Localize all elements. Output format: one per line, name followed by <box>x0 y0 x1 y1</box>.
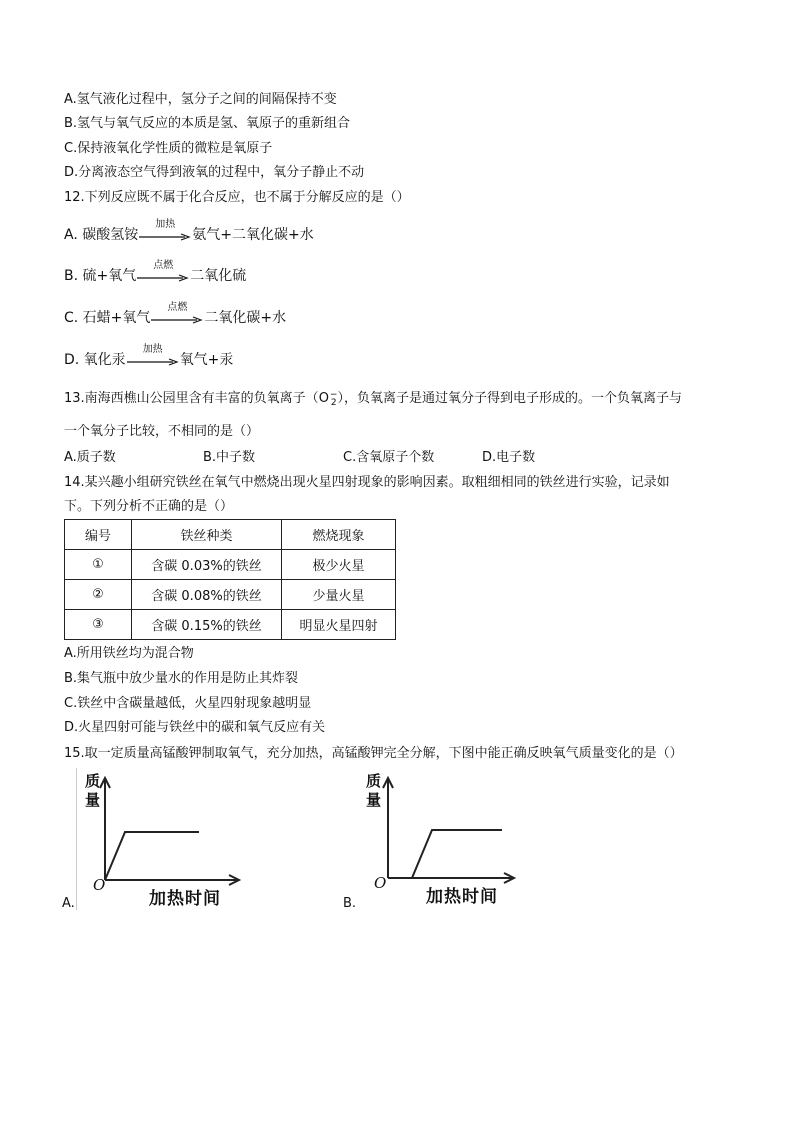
q13-choice-d: D.电子数 <box>482 450 536 465</box>
origin-label: O <box>93 876 106 894</box>
reaction-condition: 点燃 <box>153 260 174 271</box>
arrow-icon <box>137 274 189 282</box>
q11-option-b: B.氢气与氧气反应的本质是氢、氧原子的重新组合 <box>64 116 351 131</box>
q14-option-a: A.所用铁丝均为混合物 <box>64 646 194 661</box>
q14-option-d: D.火星四射可能与铁丝中的碳和氧气反应有关 <box>64 720 326 735</box>
table-row <box>65 610 396 640</box>
table-cell: 明显火星四射 <box>282 610 396 640</box>
header-cell: 编号 <box>65 520 132 550</box>
experiment-table <box>64 519 396 640</box>
q13-stem-line2: 一个氧分子比较，不相同的是（） <box>64 424 260 439</box>
q14-stem-line1: 14.某兴趣小组研究铁丝在氧气中燃烧出现火星四射现象的影响因素。取粗细相同的铁丝进行实验，记录如 <box>64 475 670 490</box>
reactant: A. 碳酸氢铵 <box>64 227 139 243</box>
product: 氧气+汞 <box>179 352 234 368</box>
q12-option-c <box>64 302 287 328</box>
arrow-icon <box>151 316 203 324</box>
arrow-icon <box>127 358 179 366</box>
reaction-arrow <box>137 260 189 283</box>
q12-stem: 12.下列反应既不属于化合反应，也不属于分解反应的是（） <box>64 190 410 205</box>
q14-option-b: B.集气瓶中放少量水的作用是防止其炸裂 <box>64 671 299 686</box>
table-cell: 含碳 0.03%的铁丝 <box>132 550 282 580</box>
table-cell: 含碳 0.08%的铁丝 <box>132 580 282 610</box>
reaction-condition: 加热 <box>155 219 176 230</box>
table-cell: 极少火星 <box>282 550 396 580</box>
q13-choice-a: A.质子数 <box>64 450 116 465</box>
q11-option-c: C.保持液氧化学性质的微粒是氧原子 <box>64 141 273 156</box>
q12-option-b <box>64 260 247 286</box>
q13-choice-b: B.中子数 <box>203 450 256 465</box>
q14-stem-line2: 下。下列分析不正确的是（） <box>64 499 234 514</box>
q11-option-a: A.氢气液化过程中，氢分子之间的间隔保持不变 <box>64 92 337 107</box>
table-header-row <box>65 520 396 550</box>
q11-option-d: D.分离液态空气得到液氧的过程中，氧分子静止不动 <box>64 165 365 180</box>
origin-label: O <box>374 874 387 892</box>
table-cell: 含碳 0.15%的铁丝 <box>132 610 282 640</box>
q12-option-d <box>64 344 234 370</box>
reaction-arrow <box>127 344 179 367</box>
table-row <box>65 580 396 610</box>
q13-choice-c: C.含氧原子个数 <box>343 450 435 465</box>
reaction-arrow <box>139 219 191 242</box>
x-axis-label: 加热时间 <box>149 889 221 909</box>
oxygen-mass-line <box>105 832 199 880</box>
graph-a <box>76 768 245 910</box>
product: 二氧化碳+水 <box>204 310 287 326</box>
q15-stem: 15.取一定质量高锰酸钾制取氧气，充分加热，高锰酸钾完全分解，下图中能正确反映氧气质量变化的是（） <box>64 746 683 761</box>
product: 二氧化硫 <box>190 268 247 284</box>
table-row <box>65 550 396 580</box>
graph-b <box>360 768 520 910</box>
graph-b-option-label: B. <box>343 896 357 911</box>
x-axis-label: 加热时间 <box>426 887 498 907</box>
product: 氨气+二氧化碳+水 <box>192 227 314 243</box>
q13-stem <box>64 389 682 409</box>
table-cell: ① <box>65 550 132 580</box>
graph-a-option-label: A. <box>62 896 75 911</box>
y-axis-label: 质量 <box>366 772 382 809</box>
arrow-icon <box>139 233 191 241</box>
y-axis-label: 质量 <box>85 772 101 809</box>
oxygen-mass-line <box>388 830 502 878</box>
q12-option-a <box>64 219 314 245</box>
reaction-condition: 加热 <box>142 344 163 355</box>
table-cell: ② <box>65 580 132 610</box>
reactant: C. 石蜡+氧气 <box>64 310 151 326</box>
q14-option-c: C.铁丝中含碳量越低，火星四射现象越明显 <box>64 696 312 711</box>
reactant: B. 硫+氧气 <box>64 268 137 284</box>
reaction-arrow <box>151 302 203 325</box>
header-cell: 燃烧现象 <box>282 520 396 550</box>
header-cell: 铁丝种类 <box>132 520 282 550</box>
table-cell: 少量火星 <box>282 580 396 610</box>
q13-stem-start: 13.南海西樵山公园里含有丰富的负氧离子（ <box>64 391 319 406</box>
superoxide-ion-formula: O − 2 <box>318 389 338 408</box>
reactant: D. 氧化汞 <box>64 352 126 368</box>
q13-stem-end: ），负氧离子是通过氧分子得到电子形成的。一个负氧离子与 <box>337 391 682 406</box>
reaction-condition: 点燃 <box>167 302 188 313</box>
table-cell: ③ <box>65 610 132 640</box>
